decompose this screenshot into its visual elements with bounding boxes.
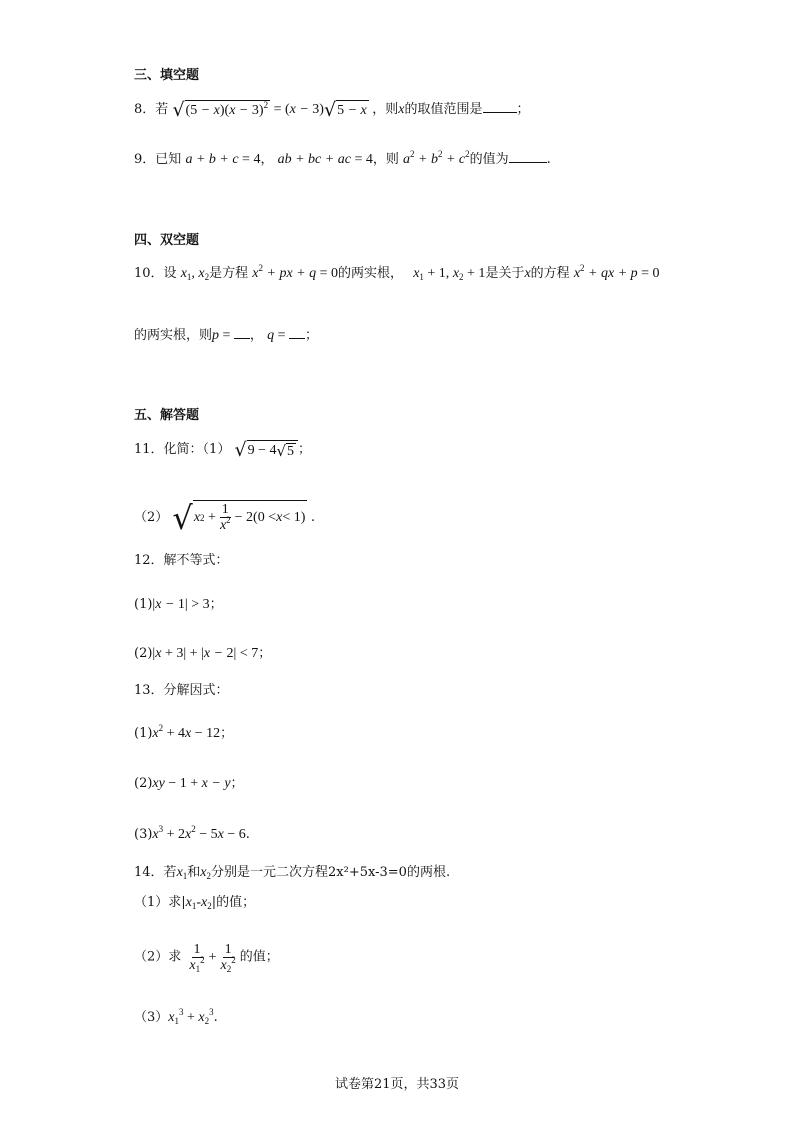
variable: x xyxy=(524,266,531,281)
question-text: 分别是一元二次方程 xyxy=(211,865,329,880)
formula-q13-3: $x^3 + 2x^2 - 5x - 6$ xyxy=(152,824,246,842)
formula-q12-1: |x − 1| > 3 xyxy=(152,597,210,612)
formula-q14-2: $\frac{1}{x_1^2}$ + $\frac{1}{x_2^2}$ xyxy=(189,942,236,974)
question-text: 解不等式： xyxy=(163,553,229,568)
answer-blank xyxy=(483,100,517,113)
part-label: (1) xyxy=(134,597,153,612)
part-label: （1）求| xyxy=(134,895,186,910)
variable: p xyxy=(212,328,220,343)
question-13-part-3 xyxy=(134,825,250,845)
question-text: ，则 xyxy=(372,152,399,167)
formula-q14-3: $x_1^3 + x_2^3$ xyxy=(168,1007,214,1026)
punctuation: ； xyxy=(516,102,530,118)
punctuation: ， xyxy=(249,328,263,343)
formula-q11-1: √ 9 − 4 √ 5 xyxy=(234,442,298,457)
punctuation: ； xyxy=(258,646,272,661)
part-label: （2）求 xyxy=(134,949,182,965)
question-11-part-2 xyxy=(134,500,315,536)
part-label: (2) xyxy=(134,646,153,661)
punctuation: ； xyxy=(230,776,244,791)
question-9 xyxy=(134,150,551,170)
question-number: 12． xyxy=(134,553,164,568)
question-13 xyxy=(134,681,229,701)
punctuation: . xyxy=(546,152,551,167)
formula-q14-1: $x_1-x_2$ xyxy=(185,895,212,911)
question-number: 14． xyxy=(134,865,164,880)
section-heading-double-blank: 四、双空题 xyxy=(134,233,200,248)
question-13-part-1 xyxy=(134,724,233,744)
question-number: 13． xyxy=(134,683,164,698)
formula-products: ab + bc + ac = 4 xyxy=(277,152,373,167)
question-14-part-1 xyxy=(134,893,255,913)
question-number: 10． xyxy=(134,266,164,281)
formula-squares: $a^2 + b^2 + c^2$ xyxy=(403,149,470,167)
question-number: 11． xyxy=(134,442,164,458)
question-text: 的两实根，则 xyxy=(134,328,213,343)
part-label: (3) xyxy=(134,827,153,842)
question-text: 的值为 xyxy=(469,152,509,167)
punctuation: . xyxy=(245,827,250,842)
punctuation: ； xyxy=(209,597,223,612)
formula-shifted-roots: $x_1 + 1$, $x_2 + 1$ xyxy=(413,266,486,282)
formula-sum: a + b + c = 4 xyxy=(185,152,261,167)
question-text: 的取值范围是 xyxy=(404,102,483,118)
punctuation: ； xyxy=(304,328,318,343)
question-12 xyxy=(134,551,229,571)
formula-q12-2: |x + 3| + |x − 2| < 7 xyxy=(152,646,259,661)
part-label: (2) xyxy=(134,776,153,791)
section-heading-fill-blank: 三、填空题 xyxy=(134,68,200,83)
question-14 xyxy=(134,863,450,883)
question-text: 是方程 xyxy=(209,266,249,281)
question-text: 和 xyxy=(187,865,201,880)
question-number: 9． xyxy=(134,152,156,167)
question-12-part-1 xyxy=(134,595,223,615)
part-label: （3） xyxy=(134,1010,169,1025)
question-11 xyxy=(134,440,311,460)
formula-equation-2: $x^2$ + qx + p = 0 xyxy=(573,263,660,281)
variable: q xyxy=(267,328,275,343)
answer-blank xyxy=(509,150,547,163)
question-12-part-2 xyxy=(134,644,271,664)
formula-q11-2: √ x 2 + $\frac{1}{x^2}$ − 2(0 < x < 1) xyxy=(172,499,306,537)
question-10 xyxy=(134,264,660,284)
formula-q8: √ $(5 - x)(x - 3)^2$ = (x − 3) √ 5 − x xyxy=(172,99,367,121)
part-label: （2） xyxy=(134,510,169,526)
formula-q13-1: $x^2 + 4x - 12$ xyxy=(152,723,221,741)
answer-blank-p xyxy=(234,326,250,339)
question-10-line-2: 的两实根，则p = ， q = ； xyxy=(134,328,318,343)
punctuation: ； xyxy=(220,726,234,741)
question-text: 设 xyxy=(163,266,177,281)
question-text: 的方程 xyxy=(530,266,570,281)
question-text: 是关于 xyxy=(485,266,525,281)
question-14-part-3 xyxy=(134,1008,218,1028)
answer-blank-q xyxy=(289,326,305,339)
variable-x2: $x_2$ xyxy=(200,865,212,881)
variable: x xyxy=(398,102,405,118)
question-text: 分解因式： xyxy=(163,683,229,698)
punctuation: ， xyxy=(260,152,274,167)
question-text: ，则 xyxy=(372,102,399,118)
part-label: (1) xyxy=(134,726,153,741)
question-text: 的值； xyxy=(239,949,279,965)
question-8 xyxy=(134,100,530,120)
question-text: 若 xyxy=(163,865,177,880)
question-text: |的值； xyxy=(211,895,256,910)
formula-roots: $x_1$, $x_2$ xyxy=(180,266,210,282)
question-14-part-2 xyxy=(134,942,279,973)
question-text: 已知 xyxy=(155,152,182,167)
punctuation: ； xyxy=(298,442,312,458)
question-text: 的两实根， xyxy=(338,266,404,281)
question-text: 若 xyxy=(155,102,169,118)
section-heading-answer: 五、解答题 xyxy=(134,408,200,423)
equation-text: 2x²+5x-3=0 xyxy=(328,865,407,880)
question-text: 化简：（1） xyxy=(163,442,231,458)
formula-equation-1: $x^2$ + px + q = 0 xyxy=(252,263,339,281)
variable-x1: $x_1$ xyxy=(176,865,188,881)
question-13-part-2 xyxy=(134,774,244,794)
question-number: 8． xyxy=(134,102,156,118)
formula-q13-2: xy − 1 + x − y xyxy=(152,776,231,791)
question-text: 的两根. xyxy=(406,865,451,880)
punctuation: . xyxy=(310,510,316,526)
punctuation: . xyxy=(213,1010,218,1025)
page-footer: 试卷第21页，共33页 xyxy=(334,1077,460,1092)
